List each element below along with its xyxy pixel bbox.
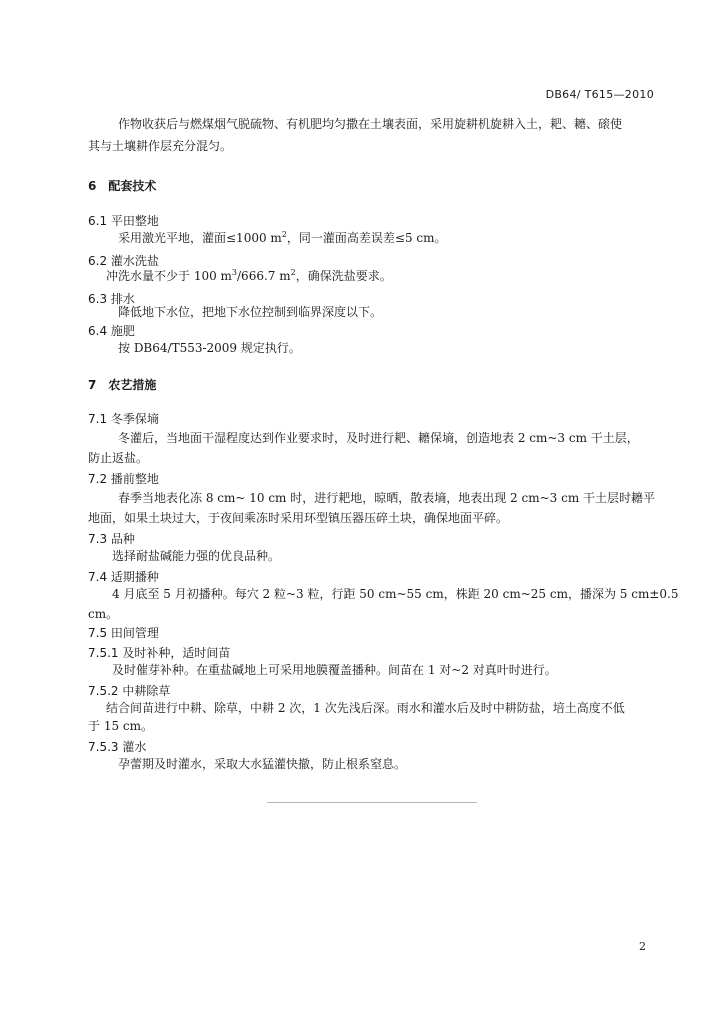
section-7-2-line-1: 春季当地表化冻 8 cm~ 10 cm 时，进行耙地，晾晒，散表墒，地表出现 2 cm~3 cm 干土层时耱平	[118, 491, 656, 505]
section-6-2-text: 冲洗水量不少于 100 $m^3/666.7$ $m^2$，确保洗盐要求。	[106, 268, 392, 283]
section-6-4-text: 按 DB64/T553-2009 规定执行。	[118, 341, 301, 355]
section-6-1-heading: 6.1 平田整地	[88, 214, 159, 228]
section-7-5-2-heading: 7.5.2 中耕除草	[88, 684, 171, 698]
section-7-3-text: 选择耐盐碱能力强的优良品种。	[112, 549, 281, 563]
section-7-5-1-text: 及时催芽补种。在重盐碱地上可采用地膜覆盖播种。间苗在 1 对~2 对真叶时进行。	[112, 663, 557, 677]
section-7-1-line-2: 防止返盐。	[88, 451, 149, 465]
section-7-5-3-heading: 7.5.3 灌水	[88, 740, 147, 754]
section-7-heading: 7 农艺措施	[88, 378, 157, 392]
section-6-2-heading: 6.2 灌水洗盐	[88, 254, 159, 268]
document-code: DB64/ T615—2010	[545, 88, 654, 101]
intro-line-2: 其与土壤耕作层充分混匀。	[88, 139, 233, 153]
section-6-3-heading: 6.3 排水	[88, 292, 135, 306]
section-7-4-heading: 7.4 适期播种	[88, 570, 159, 584]
section-6-heading: 6 配套技术	[88, 179, 157, 193]
section-7-4-line-1: 4 月底至 5 月初播种。每穴 2 粒~3 粒，行距 50 cm~55 cm，株距 20 cm~25 cm，播深为 5 cm±0.5	[112, 587, 679, 601]
section-7-5-2-line-2: 于 15 cm。	[88, 719, 153, 733]
intro-line-1: 作物收获后与燃煤烟气脱硫物、有机肥均匀撒在土壤表面，采用旋耕机旋耕入土，耙、耱、磙使	[118, 117, 623, 131]
section-7-3-heading: 7.3 品种	[88, 532, 135, 546]
section-7-2-heading: 7.2 播前整地	[88, 472, 159, 486]
section-7-4-line-2: cm。	[88, 607, 119, 621]
section-6-1-text: 采用激光平地，灌面≤1000 $m^2$，同一灌面高差误差≤5 cm。	[118, 230, 447, 245]
section-7-2-line-2: 地面，如果土块过大，于夜间乘冻时采用环型镇压器压碎土块，确保地面平碎。	[88, 511, 509, 525]
section-7-1-line-1: 冬灌后，当地面干湿程度达到作业要求时，及时进行耙、耱保墒，创造地表 2 cm~3 cm 干土层，	[118, 431, 639, 445]
section-6-3-text: 降低地下水位，把地下水位控制到临界深度以下。	[118, 305, 383, 319]
section-6-4-heading: 6.4 施肥	[88, 324, 135, 338]
section-7-5-1-heading: 7.5.1 及时补种，适时间苗	[88, 646, 231, 660]
section-7-1-heading: 7.1 冬季保墒	[88, 412, 159, 426]
page-number: 2	[639, 940, 646, 953]
end-rule	[267, 802, 477, 803]
section-7-5-3-text: 孕蕾期及时灌水，采取大水猛灌快撤，防止根系窒息。	[118, 757, 407, 771]
section-7-5-heading: 7.5 田间管理	[88, 626, 159, 640]
section-7-5-2-line-1: 结合间苗进行中耕、除草，中耕 2 次，1 次先浅后深。雨水和灌水后及时中耕防盐，培土高度不低	[106, 701, 625, 715]
